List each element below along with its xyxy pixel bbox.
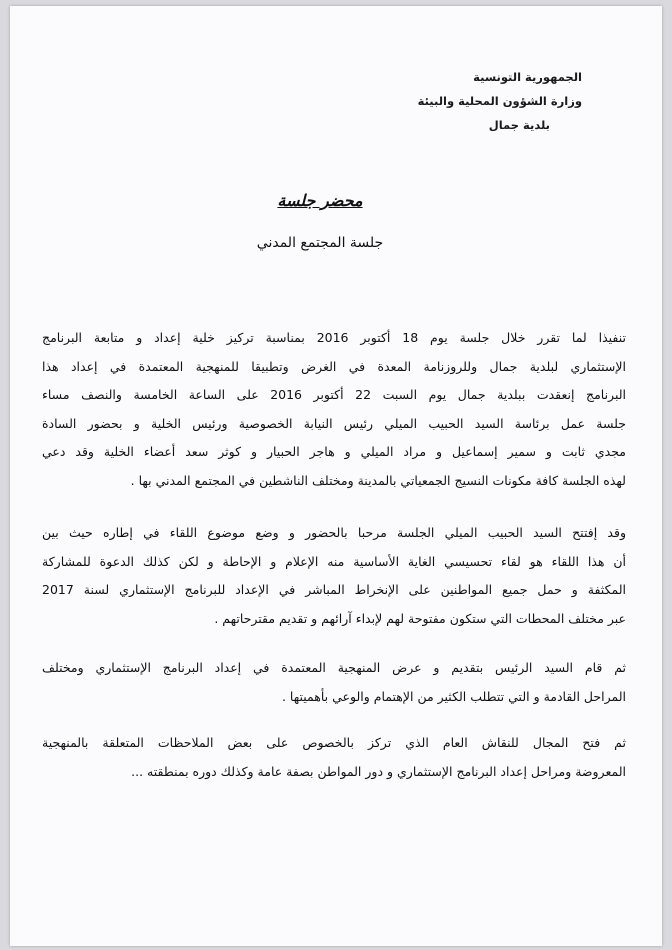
paragraph-3 [42, 654, 626, 711]
text-line: المعروضة ومراحل إعداد البرنامج الإستثماري و دور المواطن بصفة عامة وكذلك دوره بمنطقته ... [131, 763, 626, 779]
document-page [10, 6, 662, 946]
text-line: أن هذا اللقاء هو لقاء تحسيسي الغاية الأساسية منه الإعلام و الإحاطة و لكن كذلك الدعوة للمشاركة [42, 553, 626, 569]
paragraph-2 [42, 519, 626, 633]
text-line: عبر مختلف المحطات التي ستكون مفتوحة لهم لإبداء آرائهم و تقديم مقترحاتهم . [214, 610, 626, 626]
text-line: جلسة عمل برئاسة السيد الحبيب الميلي رئيس النيابة الخصوصية ورئيس الخلية و بحضور السادة [42, 415, 626, 431]
text-line: ثم فتح المجال للنقاش العام الذي تركز بالخصوص على بعض الملاحظات المتعلقة بالمنهجية [42, 735, 626, 750]
text-line: البرنامج إنعقدت ببلدية جمال يوم السبت 22 أكتوبر 2016 على الساعة الخامسة والنصف مساء [42, 387, 626, 402]
text-line: المراحل القادمة و التي تتطلب الكثير من الإهتمام والوعي بأهميتها . [281, 688, 626, 704]
letterhead-ministry: وزارة الشؤون المحلية والبيئة [417, 94, 582, 108]
text-line: تنفيذا لما تقرر خلال جلسة يوم 18 أكتوبر 2016 بمناسبة تركيز خلية إعداد و متابعة البرنامج [42, 330, 626, 345]
document-title: محضر جلسة [277, 191, 363, 210]
paragraph-1 [42, 324, 626, 495]
letterhead [418, 70, 582, 142]
letterhead-municipality: بلدية جمال [488, 118, 550, 132]
paragraph-4 [42, 729, 626, 786]
document-subtitle: جلسة المجتمع المدني [256, 235, 384, 251]
text-line: لهذه الجلسة كافة مكونات النسيج الجمعياتي بالمدينة ومختلف الناشطين في المجتمع المدني بها . [130, 472, 626, 488]
text-line: الإستثماري لبلدية جمال وللروزنامة المعدة في الغرض وتطبيقا للمنهجية المعتمدة في إعداد هذا [42, 358, 626, 374]
text-line: ثم قام السيد الرئيس بتقديم و عرض المنهجية المعتمدة في إعداد البرنامج الإستثماري ومختلف [42, 660, 626, 675]
text-line: المكثفة و حمل جميع المواطنين على الإنخراط المباشر في الإعداد للبرنامج الإستثماري لسنة 2017 [42, 582, 626, 597]
text-line: وقد إفتتح السيد الحبيب الميلي الجلسة مرحبا بالحضور و وضع موضوع اللقاء في إطاره حيث بين [42, 525, 626, 540]
text-line: مجدي ثابت و سمير إسماعيل و مراد الميلي و هاجر الحبيار و كوثر سعد أعضاء الخلية وقد دعي [42, 444, 626, 459]
letterhead-republic: الجمهورية التونسية [473, 70, 582, 84]
